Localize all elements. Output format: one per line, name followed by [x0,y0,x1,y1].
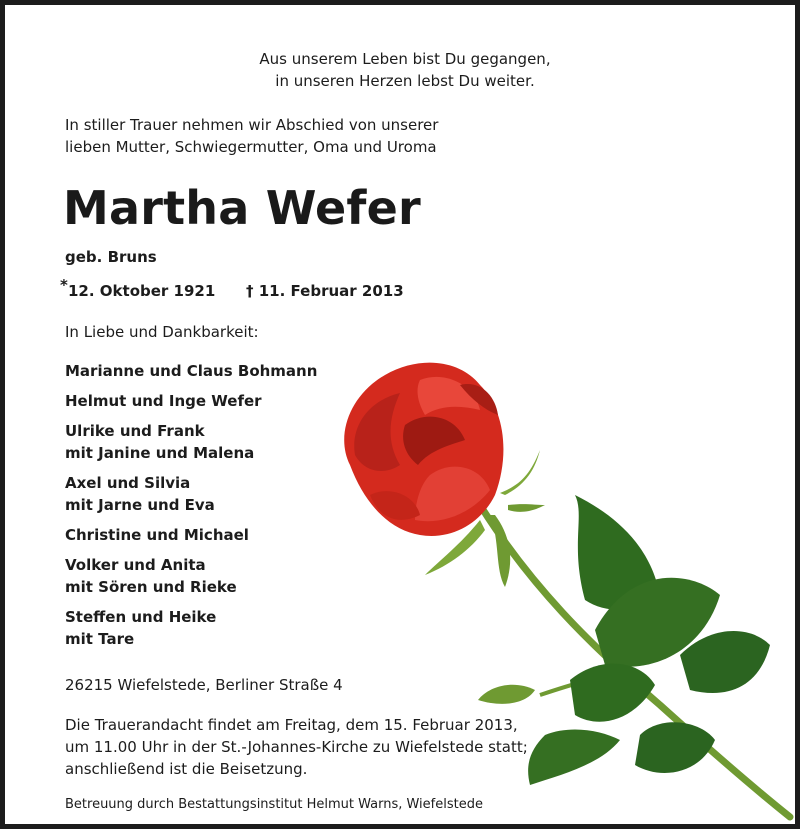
family-line: Christine und Michael [65,526,249,544]
birth-date: 12. Oktober 1921 [68,282,216,300]
service-line-2: um 11.00 Uhr in der St.-Johannes-Kirche zu Wiefelstede statt; [65,738,528,756]
family-entry [65,360,317,382]
thanks-heading: In Liebe und Dankbarkeit: [65,323,259,341]
family-line: Helmut und Inge Wefer [65,392,262,410]
leaf-icon [635,722,715,773]
family-entry [65,606,216,650]
leaf-icon [570,664,655,722]
intro-line-2: lieben Mutter, Schwiegermutter, Oma und Uroma [65,138,437,156]
family-line: mit Sören und Rieke [65,578,237,596]
family-line: mit Janine und Malena [65,444,255,462]
service-line-1: Die Trauerandacht findet am Freitag, dem 15. Februar 2013, [65,716,518,734]
motto [5,48,800,92]
motto-line-2: in unseren Herzen lebst Du weiter. [275,72,535,90]
address: 26215 Wiefelstede, Berliner Straße 4 [65,676,343,694]
leaf-icon [478,685,535,704]
family-line: Steffen und Heike [65,608,217,626]
deceased-name: Martha Wefer [63,181,421,235]
family-line: mit Jarne und Eva [65,496,215,514]
leaf-icon [528,730,620,785]
maiden-name: geb. Bruns [65,248,157,266]
undertaker-credit: Betreuung durch Bestattungsinstitut Helmut Warns, Wiefelstede [65,797,483,812]
family-entry [65,524,249,546]
intro-line-1: In stiller Trauer nehmen wir Abschied von unserer [65,116,439,134]
service-line-3: anschließend ist die Beisetzung. [65,760,308,778]
sepal-icon [500,450,540,495]
family-entry [65,554,237,598]
family-line: Volker und Anita [65,556,206,574]
family-entry [65,472,215,516]
motto-line-1: Aus unserem Leben bist Du gegangen, [259,50,551,68]
rose-illustration [330,355,800,825]
death-date: † 11. Februar 2013 [246,282,404,300]
leaf-icon [680,631,770,693]
birth-star-icon: * [60,276,68,294]
sepal-icon [508,504,545,512]
family-entry [65,390,262,412]
family-line: Ulrike und Frank [65,422,205,440]
family-line: Axel und Silvia [65,474,191,492]
family-line: Marianne und Claus Bohmann [65,362,318,380]
family-entry [65,420,254,464]
intro-text [65,114,438,158]
family-line: mit Tare [65,630,135,648]
